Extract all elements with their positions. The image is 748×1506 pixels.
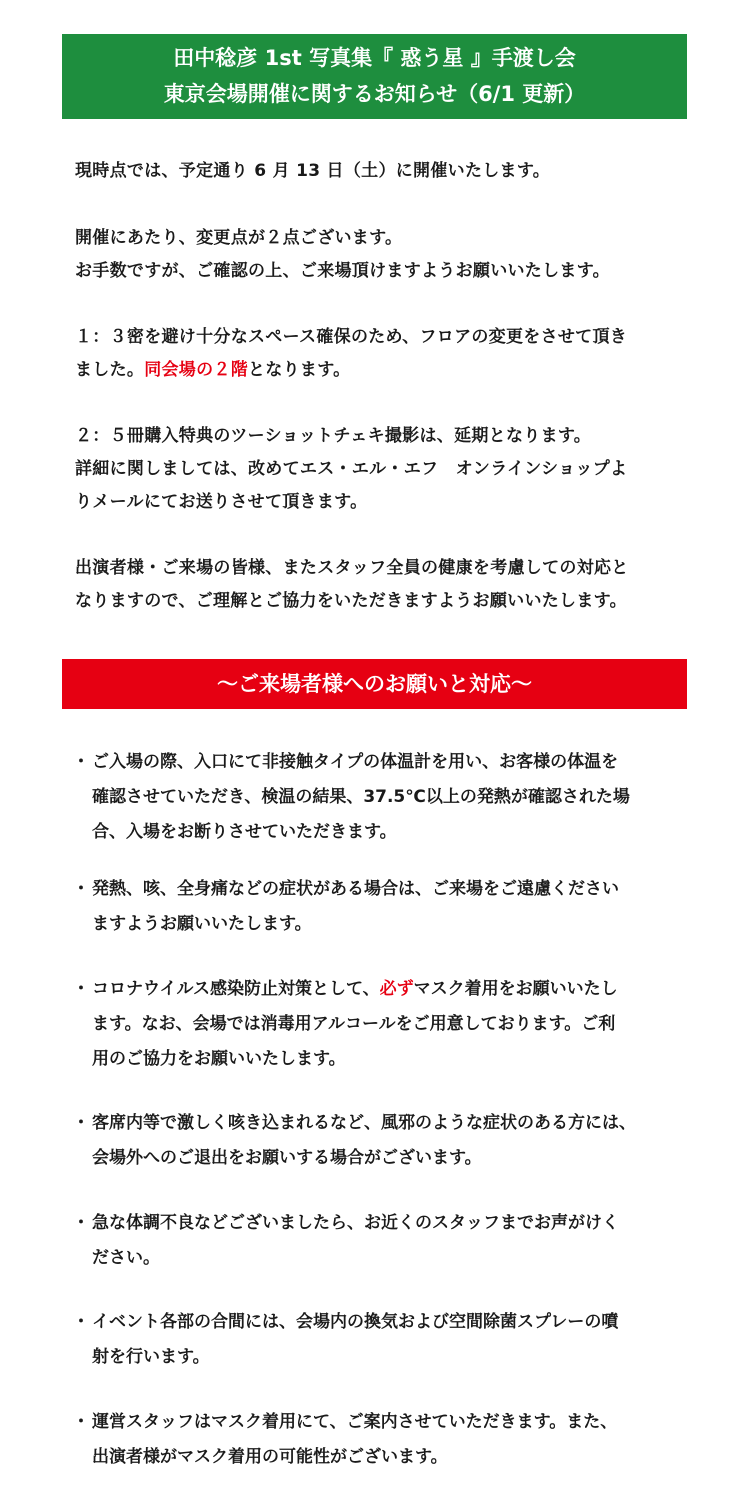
- list-item-text: 出演者様がマスク着用の可能性がございます。: [92, 1447, 448, 1467]
- list-item: [70, 1106, 700, 1176]
- change-item-line: ２：５冊購入特典のツーショットチェキ撮影は、延期となります。: [75, 426, 592, 446]
- section-banner: [62, 659, 687, 709]
- change-item-line: 詳細に関しましては、改めてエス・エル・エフ オンラインショップよ: [75, 459, 628, 479]
- intro-line: 開催にあたり、変更点が２点ございます。: [75, 228, 403, 248]
- change-item-1: [75, 321, 695, 387]
- list-item-text: 発熱、咳、全身痛などの症状がある場合は、ご来場をご遠慮ください: [92, 879, 619, 899]
- section-title: ～ご来場者様へのお願いと対応～: [217, 672, 532, 696]
- status-text: 現時点では、予定通り 6 月 13 日（土）に開催いたします。: [75, 161, 551, 181]
- bullet-marker: ・: [72, 879, 90, 899]
- header-banner: [62, 34, 687, 119]
- change-item-2: [75, 420, 695, 519]
- bullet-marker: ・: [72, 979, 90, 999]
- list-item: [70, 1305, 700, 1375]
- header-title-line2: 東京会場開催に関するお知らせ（6/1 更新）: [163, 82, 586, 106]
- list-item-text: 会場外へのご退出をお願いする場合がございます。: [92, 1148, 482, 1168]
- closing-paragraph: [75, 552, 695, 618]
- list-item-text: ださい。: [92, 1248, 160, 1268]
- list-item: [70, 972, 700, 1077]
- highlight-must: 必ず: [379, 979, 414, 999]
- list-item: [70, 872, 700, 942]
- change-item-line: [75, 354, 695, 387]
- intro-paragraph: [75, 222, 695, 288]
- list-item-text: 射を行います。: [92, 1347, 210, 1367]
- bullet-marker: ・: [72, 1312, 90, 1332]
- list-item-text: 運営スタッフはマスク着用にて、ご案内させていただきます。また、: [92, 1412, 618, 1432]
- list-item-text: 客席内等で激しく咳き込まれるなど、風邪のような症状のある方には、: [92, 1113, 636, 1133]
- list-item: [70, 745, 700, 850]
- change-item-text: となります。: [248, 360, 351, 380]
- list-item: [70, 1405, 700, 1475]
- list-item-text: マスク着用をお願いいたし: [413, 979, 618, 999]
- change-item-line: りメールにてお送りさせて頂きます。: [75, 492, 368, 512]
- bullet-marker: ・: [72, 752, 90, 772]
- closing-line: 出演者様・ご来場の皆様、またスタッフ全員の健康を考慮しての対応と: [75, 558, 629, 578]
- list-item-text: イベント各部の合間には、会場内の換気および空間除菌スプレーの噴: [92, 1312, 619, 1332]
- header-title-line1: 田中稔彦 1st 写真集『 惑う星 』手渡し会: [173, 46, 576, 70]
- list-item-text: 合、入場をお断りさせていただきます。: [92, 822, 397, 842]
- closing-line: なりますので、ご理解とご協力をいただきますようお願いいたします。: [75, 591, 627, 611]
- intro-line: お手数ですが、ご確認の上、ご来場頂けますようお願いいたします。: [75, 261, 610, 281]
- list-item-text: 用のご協力をお願いいたします。: [92, 1049, 346, 1069]
- list-item: [70, 1206, 700, 1276]
- list-item-text: ご入場の際、入口にて非接触タイプの体温計を用い、お客様の体温を: [92, 752, 619, 772]
- status-paragraph: [75, 155, 695, 188]
- list-item-text: ます。なお、会場では消毒用アルコールをご用意しております。ご利: [92, 1014, 616, 1034]
- list-item-text: ますようお願いいたします。: [92, 914, 312, 934]
- highlight-floor: 同会場の２階: [144, 360, 249, 380]
- bullet-marker: ・: [72, 1113, 90, 1133]
- list-item-text: コロナウイルス感染防止対策として、: [92, 979, 380, 999]
- change-item-line: １：３密を避け十分なスペース確保のため、フロアの変更をさせて頂き: [75, 327, 628, 347]
- bullet-marker: ・: [72, 1412, 90, 1432]
- bullet-marker: ・: [72, 1213, 90, 1233]
- list-item-text: 確認させていただき、検温の結果、37.5℃以上の発熱が確認された場: [92, 787, 630, 807]
- change-item-text: ました。: [75, 360, 145, 380]
- list-item-text: 急な体調不良などございましたら、お近くのスタッフまでお声がけく: [92, 1213, 619, 1233]
